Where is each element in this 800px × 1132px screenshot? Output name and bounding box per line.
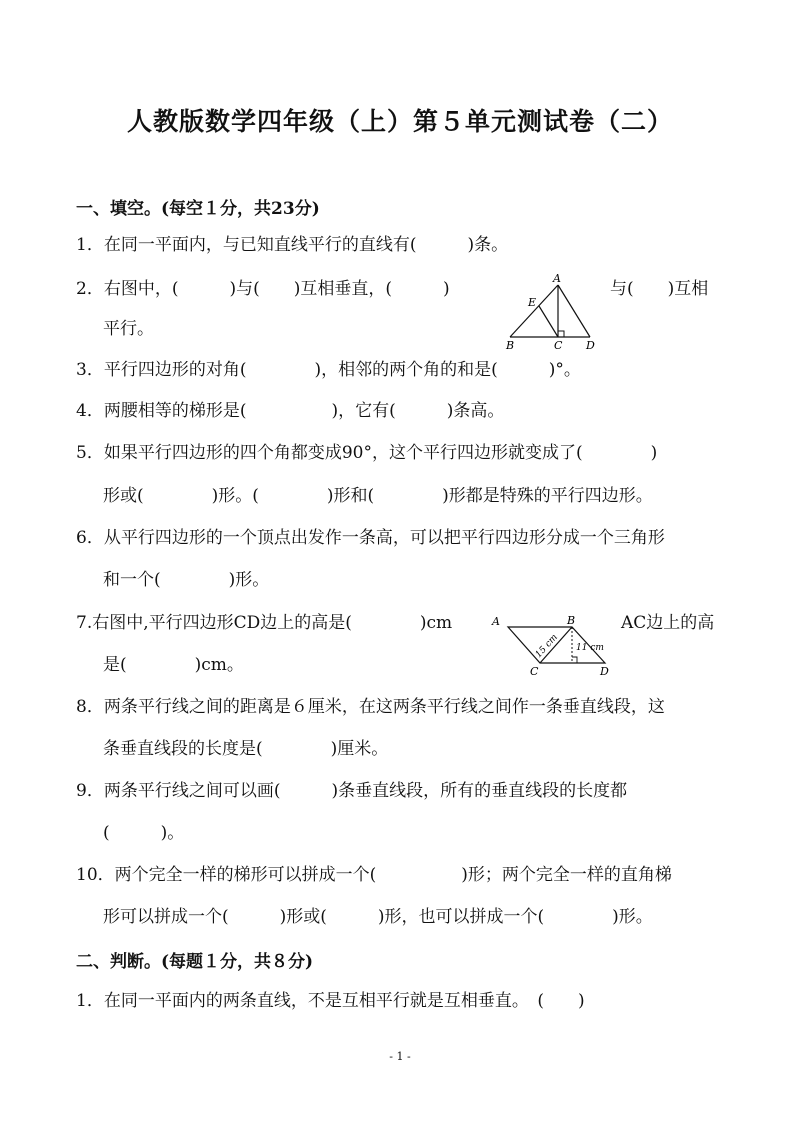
question-5-line-2: 形或( )形。( )形和( )形都是特殊的平行四边形。 — [103, 486, 653, 506]
question-5-line-1: 5．如果平行四边形的四个角都变成90°，这个平行四边形就变成了( ) — [76, 443, 658, 463]
label-e: E — [528, 296, 537, 309]
label-c: C — [530, 665, 539, 678]
section-2-heading: 二、判断。(每题１分，共８分) — [76, 952, 314, 972]
question-3: 3．平行四边形的对角( )，相邻的两个角的和是( )°。 — [76, 360, 581, 380]
label-a: A — [553, 272, 561, 285]
label-15cm: 15 cm — [533, 632, 560, 661]
question-2-line-1: 2．右图中，( )与( )互相垂直，( ) — [76, 279, 450, 299]
label-b: B — [567, 614, 576, 627]
question-7-line-1-end: AC边上的高 — [621, 613, 715, 633]
question-1: 1．在同一平面内，与已知直线平行的直线有( )条。 — [76, 235, 509, 255]
question-9-line-2: ( )。 — [103, 823, 185, 843]
question-6-line-2: 和一个( )形。 — [103, 570, 270, 590]
question-7-line-2: 是( )cm。 — [103, 655, 244, 675]
page-title: 人教版数学四年级（上）第５单元测试卷（二） — [126, 107, 673, 136]
triangle-figure — [500, 272, 610, 352]
question-4: 4．两腰相等的梯形是( )，它有( )条高。 — [76, 401, 505, 421]
label-11cm: 11 cm — [576, 643, 604, 653]
question-10-line-2: 形可以拼成一个( )形或( )形，也可以拼成一个( )形。 — [103, 907, 653, 927]
question-10-line-1: 10．两个完全一样的梯形可以拼成一个( )形；两个完全一样的直角梯 — [76, 865, 672, 885]
question-8-line-1: 8．两条平行线之间的距离是６厘米，在这两条平行线之间作一条垂直线段，这 — [76, 697, 665, 717]
question-2-line-1-end: 与( )互相 — [610, 279, 709, 299]
page-number: - 1 - — [389, 1050, 411, 1063]
label-d: D — [600, 665, 609, 678]
question-8-line-2: 条垂直线段的长度是( )厘米。 — [103, 739, 389, 759]
question-6-line-1: 6．从平行四边形的一个顶点出发作一条高，可以把平行四边形分成一个三角形 — [76, 528, 665, 548]
parallelogram-figure — [488, 612, 618, 678]
label-a: A — [492, 615, 500, 628]
label-c: C — [554, 339, 563, 352]
label-d: D — [586, 339, 595, 352]
label-b: B — [506, 339, 515, 352]
question-9-line-1: 9．两条平行线之间可以画( )条垂直线段，所有的垂直线段的长度都 — [76, 781, 628, 801]
judgement-1: 1．在同一平面内的两条直线，不是互相平行就是互相垂直。 ( ) — [76, 991, 585, 1011]
question-7-line-1: 7.右图中,平行四边形CD边上的高是( )cm — [76, 613, 453, 633]
section-1-heading: 一、填空。(每空１分，共23分) — [76, 199, 320, 219]
question-2-line-2: 平行。 — [103, 319, 154, 339]
